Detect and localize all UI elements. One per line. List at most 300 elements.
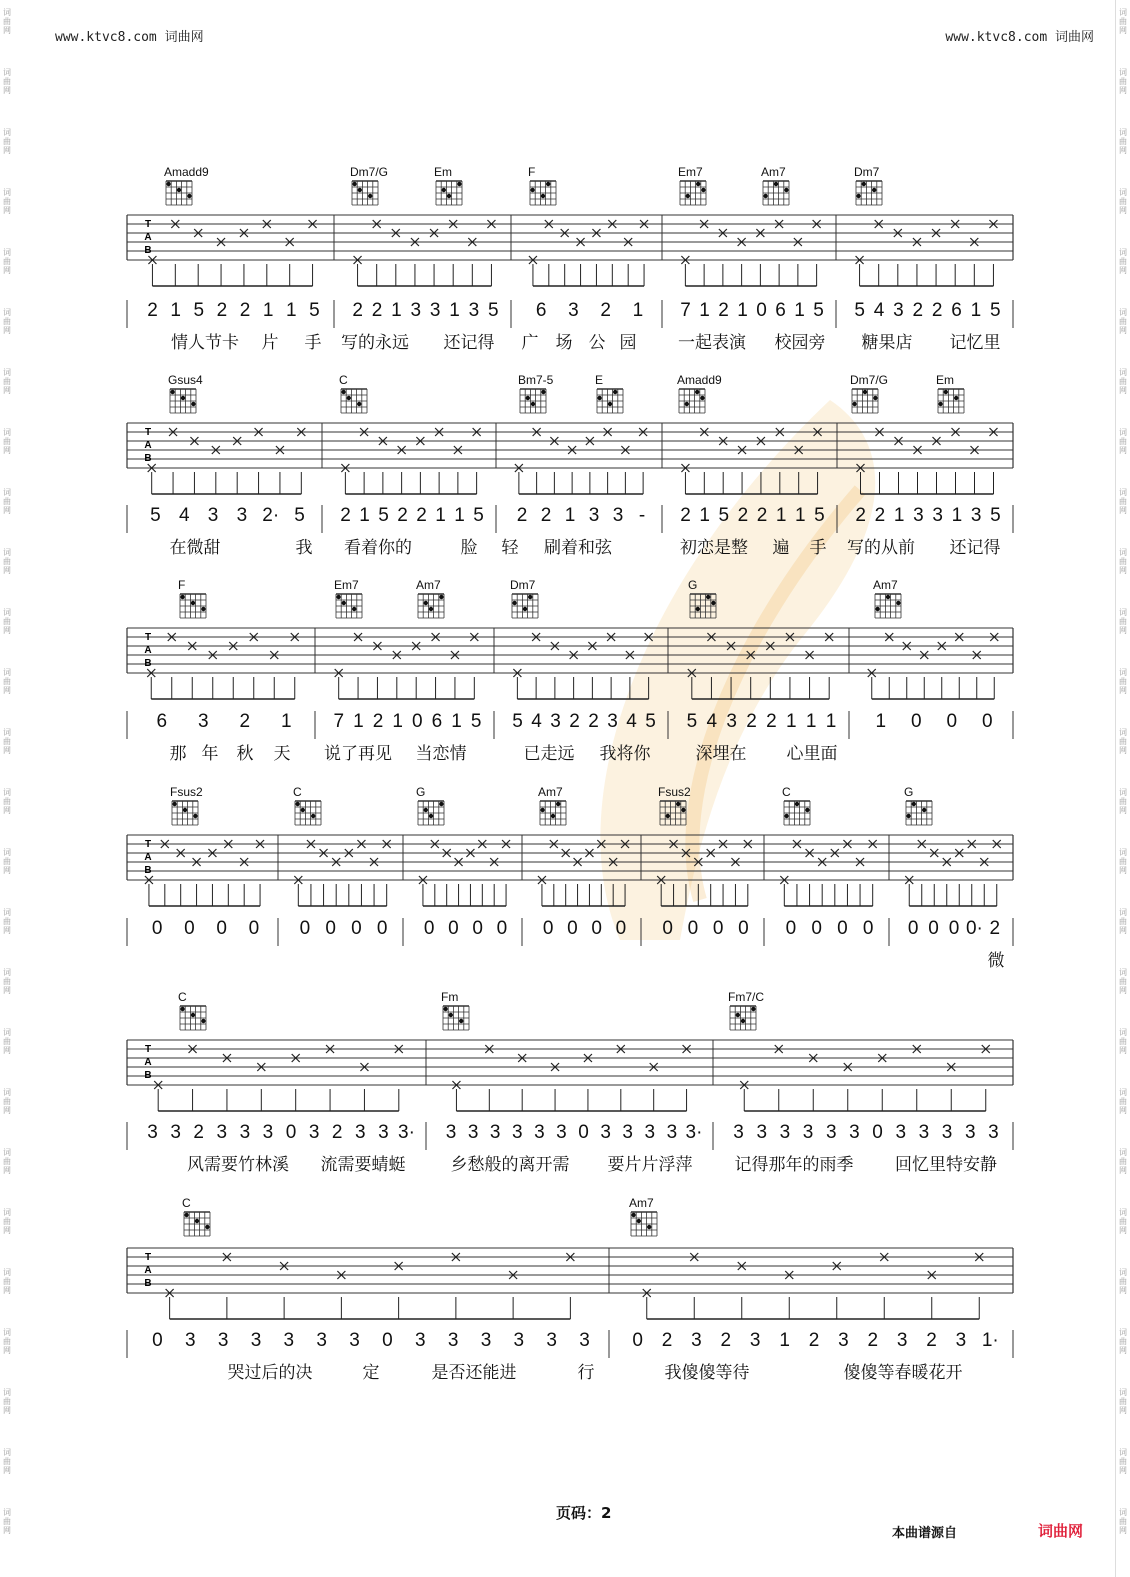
notation-number: 2 [661,1330,673,1351]
notation-number: 3 [644,1122,656,1143]
notation-number: 3 [568,300,579,321]
tab-pick-mark [212,446,220,494]
tab-pick-mark [470,633,478,699]
chord-diagram [784,801,810,825]
notation-number: 0 [811,918,822,939]
notation-number: 0 [184,918,195,939]
chord-name: Dm7 [510,578,536,592]
tab-pick-mark [928,1271,936,1319]
side-watermark-text: 词 曲 网 [1119,308,1127,335]
lyric-text: 写的从前 [847,538,915,558]
tab-pick-mark [681,464,689,494]
notation-number: 1 [564,505,576,526]
notation-number: 3 [970,505,982,526]
lyric-text: 天 [273,744,291,764]
tab-pick-mark [690,1253,698,1319]
side-watermark-text: 词 曲 网 [1119,1448,1127,1475]
chord-name: Am7 [873,578,898,592]
side-watermark-text: 词 曲 网 [1119,188,1127,215]
tab-pick-mark [740,1081,748,1111]
tab-pick-mark [291,633,299,699]
notation-number: 0 [376,918,388,939]
tab-pick-mark [607,633,615,699]
tab-pick-mark [918,840,926,906]
notation-number: 4 [626,711,637,732]
tab-pick-mark [169,428,177,494]
notation-number: 3 [733,1122,744,1143]
notation-number: 3 [726,711,737,732]
tab-pick-mark [885,633,893,699]
tab-pick-mark [354,633,362,699]
notation-number: 1 [699,300,710,321]
lyric-text: 脸 [460,538,478,558]
tab-pick-mark [973,651,981,699]
tab-pick-mark [990,633,998,699]
notation-number: 1 [893,505,905,526]
tab-pick-mark [831,849,839,906]
notation-number: 0 [662,918,673,939]
tab-pick-mark [970,238,978,286]
tab-clef-letter: A [144,232,152,243]
tab-pick-mark [193,858,201,906]
notation-number: 0 [785,918,797,939]
chord-diagram [730,1006,756,1030]
notation-number: 0 [756,300,767,321]
chord-name: Fsus2 [170,785,203,799]
notation-number: 2 [746,711,757,732]
tab-pick-mark [700,220,708,286]
notation-number: 3 [988,1122,999,1143]
tab-pick-mark [639,428,647,494]
tab-pick-mark [518,1054,526,1111]
notation-number: 1 [451,711,462,732]
tab-pick-mark [454,446,462,494]
notation-number: 1 [454,505,465,526]
tab-pick-mark [568,446,576,494]
tab-pick-mark [357,840,365,906]
notation-number: 2 [756,505,768,526]
chord-name: F [178,578,186,592]
tab-pick-mark [688,669,696,699]
side-watermark-text: 词 曲 网 [3,488,11,515]
site-url-left: www.ktvc8.com 词曲网 [55,30,204,45]
notation-number: 0 [578,1122,589,1143]
notation-number: 3 [849,1122,860,1143]
tab-pick-mark [990,428,998,494]
notation-number: 2 [737,505,749,526]
tab-pick-mark [189,1045,197,1111]
side-watermark-text: 词 曲 网 [1119,728,1127,755]
notation-number: 5 [990,505,1001,526]
notation-number: 3 [955,1330,967,1351]
notation-number: 0 [738,918,749,939]
tab-clef-letter: A [144,645,152,656]
tab-pick-mark [276,446,284,494]
notation-number: 3 [546,1330,557,1351]
lyric-text: 园 [619,333,637,353]
notation-number: 3 [895,1122,907,1143]
chord-diagram [852,389,878,413]
side-watermark-text: 词 曲 网 [3,1148,11,1175]
tab-pick-mark [914,446,922,494]
side-watermark-text: 词 曲 网 [3,1208,11,1235]
tab-pick-mark [903,642,911,699]
lyric-text: 初恋是整 [680,538,748,558]
notation-number: 2 [371,300,383,321]
notation-number: 0 [299,918,311,939]
tab-pick-mark [233,437,241,494]
side-watermark-text: 词 曲 网 [3,668,11,695]
chord-diagram [184,1212,210,1236]
tab-pick-mark [392,229,400,286]
notation-number: 3 [414,1330,426,1351]
lyric-text: 要片片浮萍 [607,1155,693,1175]
side-watermark-text: 词 曲 网 [1119,1388,1127,1415]
tab-pick-mark [383,840,391,906]
notation-number: 1 [359,505,370,526]
lyric-text: 我傻傻等待 [664,1363,750,1383]
chord-name: Fsus2 [658,785,691,799]
chord-diagram [660,801,686,825]
lyric-text: 定 [362,1363,380,1383]
tab-pick-mark [825,633,833,699]
notation-number: 5 [150,505,161,526]
tab-clef-letter: T [144,427,152,438]
tab-pick-mark [640,220,648,286]
tab-pick-mark [411,238,419,286]
notation-number: 5 [488,300,499,321]
side-watermark-text: 词 曲 网 [3,728,11,755]
chord-name: Em7 [334,578,359,592]
notation-number: 0 [615,918,627,939]
lyric-text: 心里面 [786,744,838,764]
lyric-text: 是否还能进 [431,1363,517,1383]
tab-pick-mark [416,437,424,494]
tab-pick-mark [747,651,755,699]
notation-number: 1 [392,711,403,732]
tab-pick-mark [502,840,510,906]
lyric-text: 看着你的 [344,538,412,558]
notation-number: 3 [932,505,943,526]
tab-pick-mark [913,238,921,286]
notation-number: 2 [874,505,886,526]
notation-number: 3 [480,1330,492,1351]
tab-pick-mark [856,858,864,906]
side-watermark-text: 词 曲 网 [3,1028,11,1055]
chord-name: Fm7/C [728,990,764,1004]
tab-pick-mark [309,220,317,286]
tab-pick-mark [682,849,690,906]
lyric-text: 校园旁 [774,333,826,353]
side-watermark-text: 词 曲 网 [1119,128,1127,155]
notation-number: 6 [775,300,786,321]
notation-number: 0 [567,918,578,939]
notation-number: 4 [706,711,718,732]
chord-name: Am7 [416,578,441,592]
chord-name: Em7 [678,165,703,179]
tab-pick-mark [738,446,746,494]
side-watermark-text: 词 曲 网 [3,788,11,815]
side-watermark-text: 词 曲 网 [3,1448,11,1475]
notation-number: 1· [981,1330,999,1351]
notation-number: 1 [391,300,402,321]
chord-diagram [875,594,901,618]
tab-pick-mark [719,437,727,494]
tab-pick-mark [843,840,851,906]
notation-number: 1 [805,711,817,732]
tab-pick-mark [370,858,378,906]
tab-pick-mark [930,849,938,906]
notation-number: 0 [981,711,993,732]
notation-number: 5 [473,505,484,526]
tab-clef-letter: B [144,1070,152,1081]
notation-number: 1 [353,711,364,732]
notation-number: 6 [951,300,962,321]
tab-pick-mark [793,840,801,906]
notation-number: 1 [951,505,963,526]
side-watermark-text: 词 曲 网 [1119,848,1127,875]
tab-pick-mark [694,858,702,906]
tab-pick-mark [806,849,814,906]
notation-number: 1 [632,300,644,321]
notation-number: 2 [912,300,924,321]
tab-pick-mark [223,1253,231,1319]
tab-pick-mark [738,238,746,286]
tab-pick-mark [443,849,451,906]
lyric-text: 手 [304,333,322,353]
tab-pick-mark [809,1054,817,1111]
tab-pick-mark [989,220,997,286]
tab-pick-mark [604,428,612,494]
notation-number: 0 [325,918,336,939]
lyric-text: 行 [577,1363,595,1383]
side-watermark-text: 词 曲 网 [1119,668,1127,695]
chord-diagram [679,389,705,413]
tab-pick-mark [993,840,1001,906]
tab-pick-mark [806,651,814,699]
tab-pick-mark [786,633,794,699]
site-url-right: www.ktvc8.com 词曲网 [945,30,1094,45]
lyric-text: 深埋在 [695,744,747,764]
notation-number: 4 [873,300,885,321]
notation-number: 3· [685,1122,703,1143]
chord-diagram [180,1006,206,1030]
tab-pick-mark [490,858,498,906]
side-watermark-text: 词 曲 网 [3,368,11,395]
tab-pick-mark [938,642,946,699]
side-watermark-text: 词 曲 网 [3,8,11,35]
tab-pick-mark [468,238,476,286]
chord-name: Em [936,373,954,387]
notation-number: 2 [147,300,158,321]
notation-number: 2 [516,505,528,526]
tab-pick-mark [154,1081,162,1111]
notation-number: 3 [316,1330,327,1351]
tab-pick-mark [147,669,155,699]
chord-diagram [520,389,546,413]
notation-number: 2 [588,711,599,732]
notation-number: 3 [838,1330,849,1351]
tab-pick-mark [621,446,629,494]
notation-number: 3 [825,1122,837,1143]
notation-number: 0 [248,918,260,939]
side-watermark-text: 词 曲 网 [1119,608,1127,635]
notation-number: 0 [928,918,939,939]
notation-number: 3 [779,1122,791,1143]
tab-pick-mark [430,229,438,286]
notation-number: 3 [216,1122,228,1143]
notation-number: 5 [645,711,656,732]
tab-pick-mark [532,633,540,699]
notation-number: 3 [467,1122,479,1143]
chord-name: Dm7 [854,165,880,179]
tab-pick-mark [719,840,727,906]
tab-pick-mark [148,464,156,494]
side-watermark-text: 词 曲 网 [3,1508,11,1535]
chord-diagram [418,801,444,825]
notation-number: 0 [351,918,362,939]
chord-name: Am7 [538,785,563,799]
notation-number: 1 [775,505,787,526]
notation-number: 2 [239,300,251,321]
notation-number: 1 [449,300,460,321]
side-watermark-text: 词 曲 网 [1119,1268,1127,1295]
side-watermark-text: 词 曲 网 [1119,908,1127,935]
tab-pick-mark [360,428,368,494]
tab-pick-mark [217,238,225,286]
side-watermark-text: 词 曲 网 [1119,968,1127,995]
chord-diagram [172,801,198,825]
notation-number: 3 [550,711,561,732]
tab-pick-mark [570,651,578,699]
tab-pick-mark [373,220,381,286]
notation-number: 0 [152,1330,163,1351]
chord-diagram [166,181,192,205]
lyric-text: 那 [169,744,187,764]
tab-pick-mark [335,669,343,699]
chord-name: Fm [441,990,459,1004]
tab-pick-mark [933,437,941,494]
lyric-text: 公 [588,333,606,353]
notation-number: 0 [285,1122,297,1143]
tab-clef-letter: T [144,219,152,230]
chord-diagram [170,389,196,413]
notation-number: 3 [354,1122,366,1143]
notation-number: 3 [802,1122,814,1143]
notation-number: 3 [468,300,480,321]
side-watermark-text: 词 曲 网 [3,1268,11,1295]
tab-pick-mark [455,858,463,906]
side-watermark-text: 词 曲 网 [3,248,11,275]
side-watermark-text: 词 曲 网 [1119,248,1127,275]
lyric-text: 当恋情 [415,744,467,764]
tab-pick-mark [478,840,486,906]
lyric-text: 秋 [236,744,254,764]
chord-diagram [680,181,706,205]
notation-number: 5 [309,300,320,321]
notation-number: 1 [286,300,297,321]
tab-pick-mark [270,651,278,699]
tab-pick-mark [588,642,596,699]
side-watermark-text: 词 曲 网 [3,908,11,935]
notation-number: 5 [813,300,824,321]
tab-pick-mark [435,428,443,494]
notation-number: 6 [156,711,168,732]
notation-number: 3 [262,1122,274,1143]
tab-pick-mark [145,876,153,906]
tab-pick-mark [971,446,979,494]
tab-pick-mark [550,840,558,906]
notation-number: 3 [607,711,618,732]
tab-pick-mark [947,1063,955,1111]
notation-number: 3 [691,1330,702,1351]
notation-number: 3 [489,1122,501,1143]
tab-pick-mark [485,1045,493,1111]
side-watermark-text: 词 曲 网 [1119,1508,1127,1535]
tab-pick-mark [577,238,585,286]
tab-clef-letter: A [144,852,152,863]
tab-clef-letter: T [144,839,152,850]
tab-pick-mark [395,1045,403,1111]
chord-diagram [540,801,566,825]
notation-number: 1 [970,300,982,321]
tab-pick-mark [878,1054,886,1111]
notation-number: 0 [910,711,922,732]
notation-number: 0 [862,918,874,939]
lyric-text: 情人节卡 [171,333,239,353]
tab-pick-mark [913,1045,921,1111]
tab-pick-mark [643,1289,651,1319]
page-number: 页码：2 [556,1504,612,1522]
side-watermark-text: 词 曲 网 [1119,788,1127,815]
chord-name: Gsus4 [168,373,203,387]
notation-number: 3 [513,1330,525,1351]
side-watermark-text: 词 曲 网 [3,968,11,995]
tab-pick-mark [780,876,788,906]
lyric-text: 片 [261,333,279,353]
notation-number: 0 [591,918,602,939]
tab-pick-mark [466,849,474,906]
notation-number: 2 [766,711,777,732]
notation-number: 0· [965,918,983,939]
tab-pick-mark [240,858,248,906]
tab-pick-mark [379,437,387,494]
notation-number: 0 [907,918,919,939]
lyric-text: 写的永远 [341,333,409,353]
notation-number: 5 [990,300,1001,321]
side-watermark-text: 词 曲 网 [3,548,11,575]
lyric-text: 说了再见 [324,744,392,764]
notation-number: 0 [382,1330,393,1351]
tab-pick-mark [982,1045,990,1111]
chord-name: Amadd9 [677,373,722,387]
tab-pick-mark [551,1063,559,1111]
lyric-text: 还记得 [443,333,495,353]
notation-number: 1 [435,505,446,526]
tab-pick-mark [307,840,315,906]
lyric-text: 流需要蜻蜓 [320,1155,406,1175]
notation-number: 3 [511,1122,523,1143]
side-watermark-text: 词 曲 网 [1119,68,1127,95]
tab-pick-mark [171,220,179,286]
tab-pick-mark [894,229,902,286]
lyric-text: 还记得 [949,538,1001,558]
tab-pick-mark [562,849,570,906]
tab-pick-mark [592,229,600,286]
lyric-text: 广 [521,333,539,353]
chord-name: Am7 [761,165,786,179]
notation-number: 1 [825,711,837,732]
